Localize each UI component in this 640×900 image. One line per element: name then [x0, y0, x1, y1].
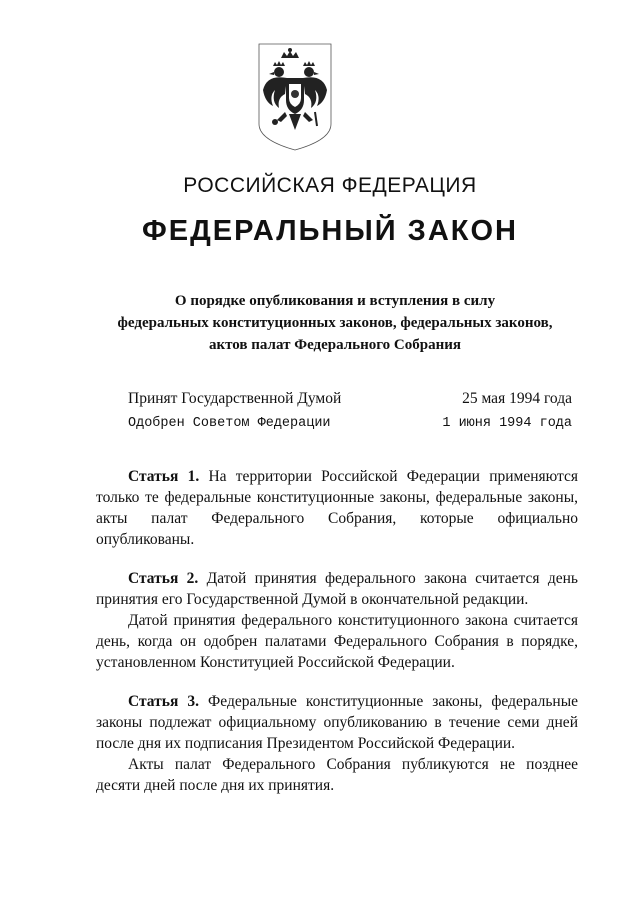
article-number: Статья 3.	[128, 693, 199, 710]
article-paragraph: Акты палат Федерального Собрания публикуются не позднее десяти дней после дня их принятия.	[96, 756, 578, 794]
country-heading: РОССИЙСКАЯ ФЕДЕРАЦИЯ	[183, 174, 477, 197]
adoption-row-duma	[128, 390, 572, 408]
law-type-heading: ФЕДЕРАЛЬНЫЙ ЗАКОН	[142, 215, 518, 247]
article-number: Статья 1.	[128, 468, 200, 485]
law-title-line: О порядке опубликования и вступления в силу	[174, 293, 496, 309]
article-paragraph	[96, 568, 578, 610]
law-title-line: актов палат Федерального Собрания	[208, 337, 462, 353]
article-number: Статья 2.	[128, 570, 199, 587]
adoption-row-council	[128, 416, 572, 431]
articles	[96, 466, 578, 814]
adoption-date: 25 мая 1994 года	[462, 390, 572, 407]
article-2	[96, 568, 578, 673]
law-title-line: федеральных конституционных законов, федеральных законов,	[117, 315, 553, 331]
adoption-date: 1 июня 1994 года	[442, 416, 572, 431]
adoption-label: Одобрен Советом Федерации	[128, 416, 331, 431]
article-paragraph	[96, 691, 578, 754]
article-text: На территории Российской Федерации применяются только те федеральные конституционные законы, федеральные законы, акты палат Федерального Собрания, которые официально опубликованы.	[96, 468, 579, 548]
article-text: Датой принятия федерального закона считается день принятия его Государственной Думой в окончательной редакции.	[96, 570, 579, 608]
article-3	[96, 691, 578, 796]
article-paragraph	[96, 466, 578, 550]
law-title	[90, 290, 580, 356]
article-paragraph: Датой принятия федерального конституционного закона считается день, когда он одобрен палатами Федерального Собрания в порядке, установленном Конституцией Российской Федерации.	[96, 612, 578, 671]
article-1	[96, 466, 578, 550]
adoption-label: Принят Государственной Думой	[128, 390, 342, 407]
article-text: Федеральные конституционные законы, федеральные законы подлежат официальному опубликованию в течение семи дней после дня их подписания Президентом Российской Федерации.	[96, 693, 578, 752]
double-headed-eagle-emblem-icon	[255, 40, 335, 152]
